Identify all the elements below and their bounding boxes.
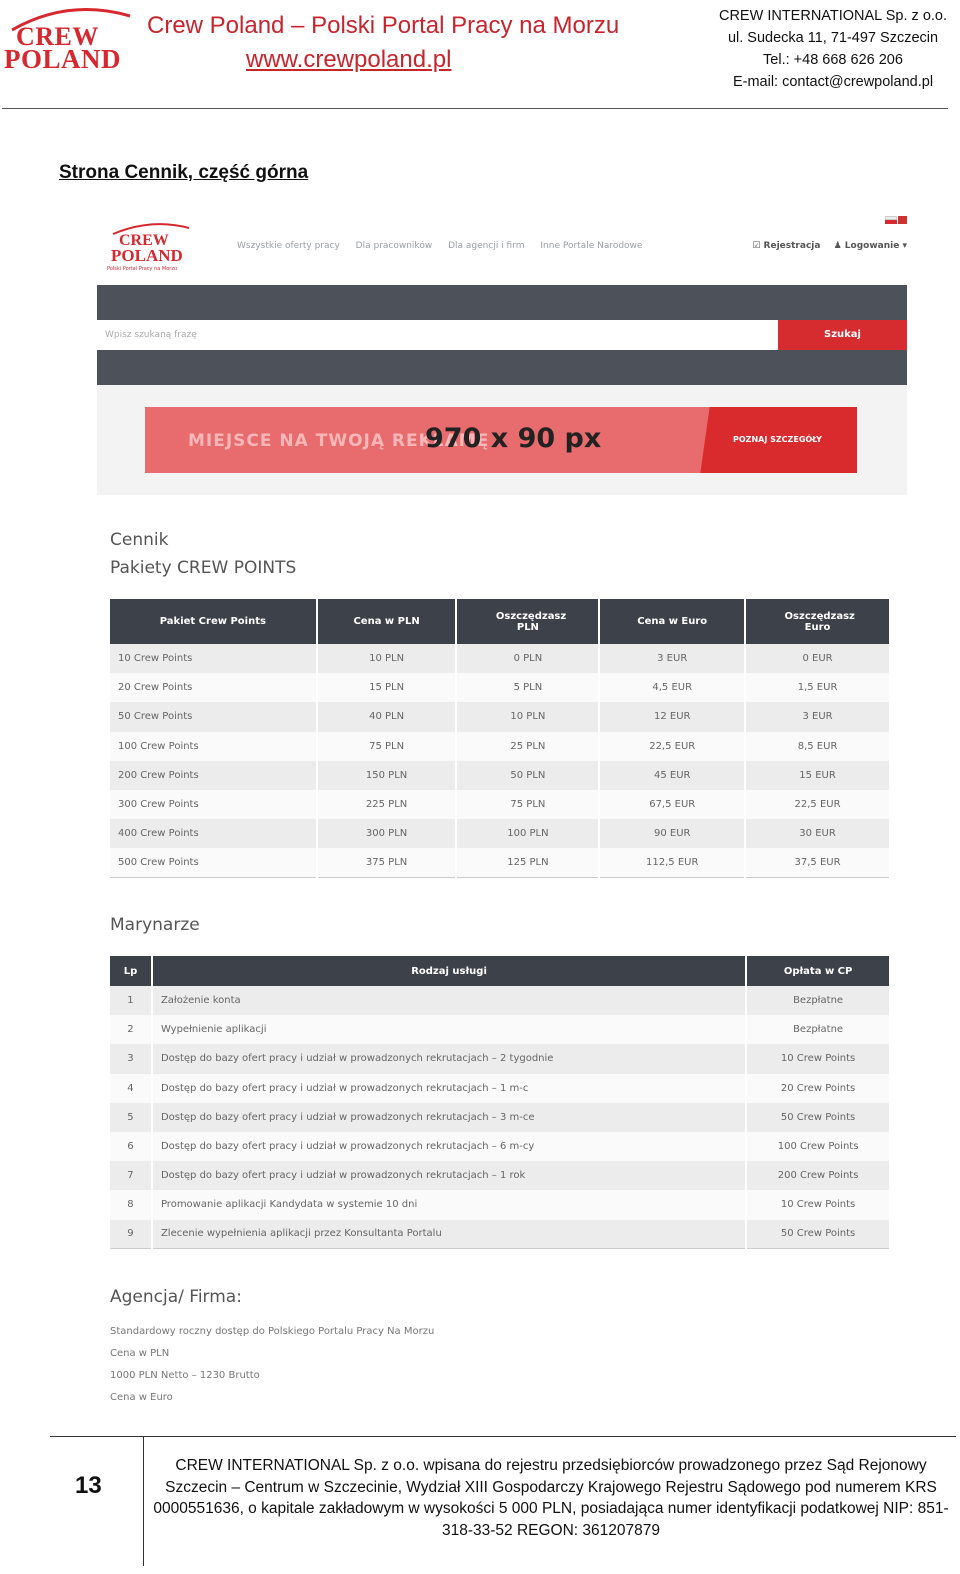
table-cell: 10 PLN bbox=[317, 644, 457, 673]
search-button[interactable]: Szukaj bbox=[778, 320, 907, 350]
table-cell: 2 bbox=[110, 1015, 152, 1044]
agency-access-text: Standardowy roczny dostęp do Polskiego Portalu Pracy Na Morzu bbox=[110, 1326, 435, 1337]
table-cell: 15 EUR bbox=[745, 761, 890, 790]
cennik-heading: Cennik bbox=[110, 530, 169, 550]
table-cell: 112,5 EUR bbox=[599, 848, 745, 877]
register-link[interactable]: ☑ Rejestracja bbox=[752, 241, 821, 251]
site-logo-crew: CREW bbox=[119, 232, 169, 249]
logo-text-poland: POLAND bbox=[4, 44, 121, 74]
table-cell: 150 PLN bbox=[317, 761, 457, 790]
contact-block bbox=[718, 5, 948, 93]
search-band bbox=[97, 285, 907, 385]
document-title: Crew Poland – Polski Portal Pracy na Morzu bbox=[147, 12, 620, 39]
table-row bbox=[110, 986, 890, 1015]
table-row bbox=[110, 1132, 890, 1161]
column-header: Rodzaj usługi bbox=[152, 956, 746, 986]
table-row bbox=[110, 732, 890, 761]
table-cell: 10 PLN bbox=[456, 702, 599, 731]
seafarers-heading: Marynarze bbox=[110, 915, 200, 935]
footer-divider bbox=[50, 1436, 956, 1437]
table-cell: 22,5 EUR bbox=[599, 732, 745, 761]
table-cell: Zlecenie wypełnienia aplikacji przez Konsultanta Portalu bbox=[152, 1220, 746, 1249]
column-header: Opłata w CP bbox=[746, 956, 890, 986]
table-cell: 40 PLN bbox=[317, 702, 457, 731]
table-cell: 50 Crew Points bbox=[746, 1103, 890, 1132]
table-cell: 45 EUR bbox=[599, 761, 745, 790]
table-cell: 22,5 EUR bbox=[745, 790, 890, 819]
table-cell: 75 PLN bbox=[317, 732, 457, 761]
column-header: Lp bbox=[110, 956, 152, 986]
login-link[interactable]: ♟ Logowanie ▾ bbox=[833, 241, 907, 251]
agency-price-pln-label: Cena w PLN bbox=[110, 1348, 170, 1359]
section-heading: Strona Cennik, część górna bbox=[59, 162, 309, 183]
table-cell: 5 bbox=[110, 1103, 152, 1132]
table-cell: 500 Crew Points bbox=[110, 848, 317, 877]
table-cell: 20 Crew Points bbox=[110, 673, 317, 702]
ad-banner-area bbox=[97, 385, 907, 495]
table-cell: Wypełnienie aplikacji bbox=[152, 1015, 746, 1044]
table-cell: Dostęp do bazy ofert pracy i udział w prowadzonych rekrutacjach – 1 m-c bbox=[152, 1074, 746, 1103]
table-cell: 37,5 EUR bbox=[745, 848, 890, 877]
ad-banner-text: MIEJSCE NA TWOJĄ REKLAMĘ bbox=[188, 431, 490, 451]
agency-price-pln-value: 1000 PLN Netto – 1230 Brutto bbox=[110, 1370, 260, 1381]
site-logo-tagline: Polski Portal Pracy na Morzu bbox=[107, 266, 178, 272]
table-row bbox=[110, 702, 890, 731]
table-cell: 3 EUR bbox=[745, 702, 890, 731]
table-cell: 200 Crew Points bbox=[746, 1161, 890, 1190]
table-row bbox=[110, 1220, 890, 1249]
table-cell: 10 Crew Points bbox=[746, 1190, 890, 1219]
table-cell: 375 PLN bbox=[317, 848, 457, 877]
table-cell: 50 PLN bbox=[456, 761, 599, 790]
table-header-row bbox=[110, 956, 890, 986]
register-icon: ☑ bbox=[752, 241, 761, 251]
table-row bbox=[110, 644, 890, 673]
table-cell: Dostęp do bazy ofert pracy i udział w prowadzonych rekrutacjach – 2 tygodnie bbox=[152, 1044, 746, 1073]
table-cell: 300 Crew Points bbox=[110, 790, 317, 819]
table-cell: 75 PLN bbox=[456, 790, 599, 819]
seafarers-services-table bbox=[110, 956, 891, 1249]
table-cell: 1 bbox=[110, 986, 152, 1015]
table-cell: 300 PLN bbox=[317, 819, 457, 848]
table-cell: Założenie konta bbox=[152, 986, 746, 1015]
table-cell: 0 PLN bbox=[456, 644, 599, 673]
table-cell: 200 Crew Points bbox=[110, 761, 317, 790]
nav-item-workers[interactable]: Dla pracowników bbox=[355, 241, 433, 251]
company-email[interactable]: E-mail: contact@crewpoland.pl bbox=[732, 74, 934, 90]
table-cell: Bezpłatne bbox=[746, 986, 890, 1015]
table-cell: 400 Crew Points bbox=[110, 819, 317, 848]
table-row bbox=[110, 1044, 890, 1073]
table-cell: Promowanie aplikacji Kandydata w systemie 10 dni bbox=[152, 1190, 746, 1219]
table-row bbox=[110, 790, 890, 819]
header-divider bbox=[2, 108, 948, 109]
company-phone: Tel.: +48 668 626 206 bbox=[763, 52, 903, 68]
user-icon: ♟ bbox=[833, 241, 842, 251]
table-cell: Dostęp do bazy ofert pracy i udział w prowadzonych rekrutacjach – 6 m-cy bbox=[152, 1132, 746, 1161]
table-row bbox=[110, 1161, 890, 1190]
table-cell: 8,5 EUR bbox=[745, 732, 890, 761]
packages-heading: Pakiety CREW POINTS bbox=[110, 558, 297, 578]
table-cell: 50 Crew Points bbox=[746, 1220, 890, 1249]
table-cell: 100 Crew Points bbox=[746, 1132, 890, 1161]
table-cell: 0 EUR bbox=[745, 644, 890, 673]
language-flags-icon[interactable] bbox=[885, 216, 907, 224]
company-name: CREW INTERNATIONAL Sp. z o.o. bbox=[718, 8, 947, 24]
website-link[interactable]: www.crewpoland.pl bbox=[246, 46, 452, 73]
table-cell: 90 EUR bbox=[599, 819, 745, 848]
table-cell: 50 Crew Points bbox=[110, 702, 317, 731]
table-cell: Bezpłatne bbox=[746, 1015, 890, 1044]
column-header: Cena w Euro bbox=[599, 599, 745, 644]
column-header: Cena w PLN bbox=[317, 599, 457, 644]
chevron-down-icon: ▾ bbox=[902, 241, 907, 251]
table-cell: 10 Crew Points bbox=[110, 644, 317, 673]
agency-price-eur-label: Cena w Euro bbox=[110, 1392, 173, 1403]
table-row bbox=[110, 1074, 890, 1103]
column-header: Pakiet Crew Points bbox=[110, 599, 317, 644]
table-row bbox=[110, 761, 890, 790]
table-cell: 100 PLN bbox=[456, 819, 599, 848]
footer-vertical-divider bbox=[143, 1436, 144, 1566]
table-cell: Dostęp do bazy ofert pracy i udział w prowadzonych rekrutacjach – 1 rok bbox=[152, 1161, 746, 1190]
company-address: ul. Sudecka 11, 71-497 Szczecin bbox=[727, 30, 939, 46]
table-cell: 67,5 EUR bbox=[599, 790, 745, 819]
site-logo-poland: POLAND bbox=[111, 246, 183, 265]
agency-heading: Agencja/ Firma: bbox=[110, 1287, 242, 1307]
nav-item-national-portals[interactable]: Inne Portale Narodowe bbox=[540, 241, 643, 251]
site-logo[interactable] bbox=[107, 222, 191, 272]
table-header-row bbox=[110, 599, 890, 644]
table-cell: 100 Crew Points bbox=[110, 732, 317, 761]
table-cell: 9 bbox=[110, 1220, 152, 1249]
column-header: Oszczędzasz PLN bbox=[456, 599, 599, 644]
table-row bbox=[110, 1103, 890, 1132]
table-cell: 25 PLN bbox=[456, 732, 599, 761]
table-cell: 4,5 EUR bbox=[599, 673, 745, 702]
crew-points-table bbox=[110, 599, 891, 878]
table-cell: 3 EUR bbox=[599, 644, 745, 673]
table-cell: 1,5 EUR bbox=[745, 673, 890, 702]
pricing-page-screenshot bbox=[97, 208, 907, 1404]
table-cell: 15 PLN bbox=[317, 673, 457, 702]
page-number: 13 bbox=[75, 1472, 102, 1499]
site-nav bbox=[237, 241, 655, 251]
table-cell: 30 EUR bbox=[745, 819, 890, 848]
table-cell: 5 PLN bbox=[456, 673, 599, 702]
table-cell: 6 bbox=[110, 1132, 152, 1161]
footer-legal-text: CREW INTERNATIONAL Sp. z o.o. wpisana do rejestru przedsiębiorców prowadzonego przez Sąd Rejonowy Szczecin – Centrum w Szczecinie, Wydział XIII Gospodarczy Krajowego Rejestru Sądowego pod numerem KRS 0000551636, o kapitale zakładowym w wysokości 5 000 PLN, posiadająca numer identyfikacji podatkowej NIP: 851-318-33-52 REGON: 361207879 bbox=[153, 1457, 949, 1539]
table-cell: 12 EUR bbox=[599, 702, 745, 731]
table-row bbox=[110, 673, 890, 702]
table-row bbox=[110, 1190, 890, 1219]
table-cell: 125 PLN bbox=[456, 848, 599, 877]
table-cell: 4 bbox=[110, 1074, 152, 1103]
logo-text-crew: CREW bbox=[16, 22, 99, 51]
document-header bbox=[0, 0, 960, 112]
table-row bbox=[110, 819, 890, 848]
search-input[interactable]: Wpisz szukaną frazę bbox=[97, 320, 778, 350]
table-cell: 225 PLN bbox=[317, 790, 457, 819]
column-header: Oszczędzasz Euro bbox=[745, 599, 890, 644]
ad-banner[interactable] bbox=[145, 407, 857, 473]
table-cell: 20 Crew Points bbox=[746, 1074, 890, 1103]
account-links bbox=[742, 241, 907, 251]
ad-banner-cta[interactable]: POZNAJ SZCZEGÓŁY bbox=[733, 435, 822, 444]
table-cell: 7 bbox=[110, 1161, 152, 1190]
nav-item-all-offers[interactable]: Wszystkie oferty pracy bbox=[237, 241, 340, 251]
table-row bbox=[110, 1015, 890, 1044]
table-cell: 8 bbox=[110, 1190, 152, 1219]
table-row bbox=[110, 848, 890, 877]
crew-poland-logo bbox=[2, 4, 130, 74]
table-cell: Dostęp do bazy ofert pracy i udział w prowadzonych rekrutacjach – 3 m-ce bbox=[152, 1103, 746, 1132]
table-cell: 10 Crew Points bbox=[746, 1044, 890, 1073]
nav-item-agencies[interactable]: Dla agencji i firm bbox=[448, 241, 525, 251]
table-cell: 3 bbox=[110, 1044, 152, 1073]
ad-banner-size: 970 x 90 px bbox=[425, 423, 602, 454]
